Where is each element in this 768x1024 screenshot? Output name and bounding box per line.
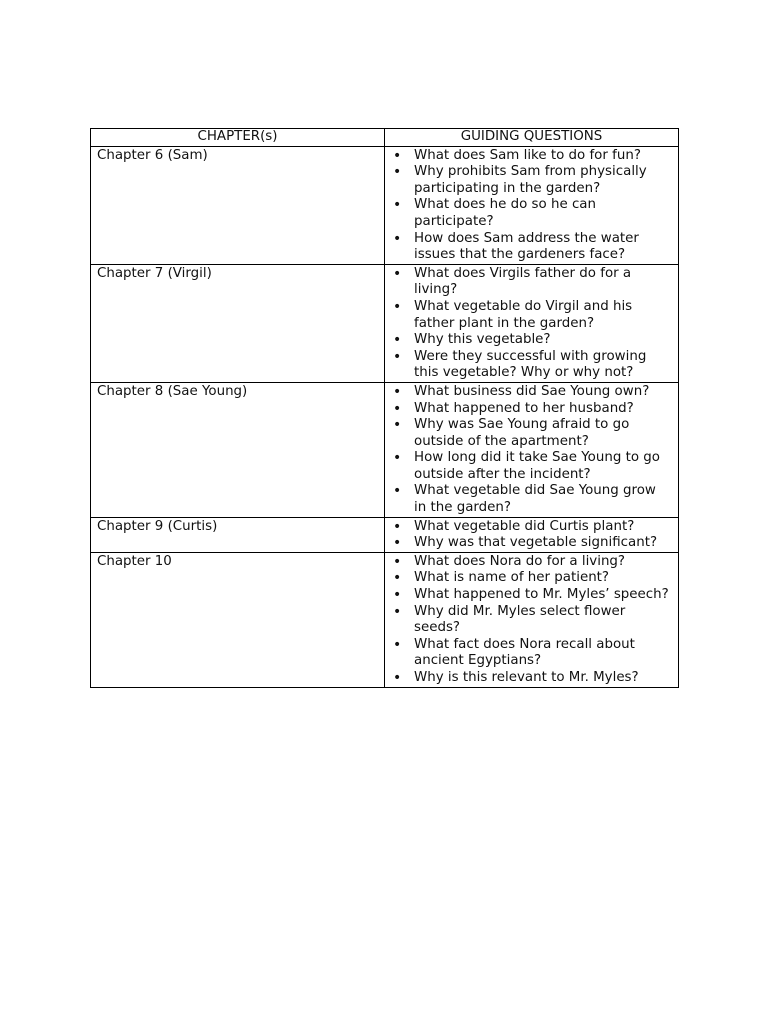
question-item: • What happened to her husband? <box>389 401 672 418</box>
question-item: • What does Nora do for a living? <box>389 554 672 571</box>
question-item: • What does Sam like to do for fun? <box>389 148 672 165</box>
question-list <box>389 384 672 517</box>
chapter-cell: Chapter 10 <box>91 552 385 687</box>
chapter-cell: Chapter 6 (Sam) <box>91 146 385 264</box>
question-item: • What is name of her patient? <box>389 570 672 587</box>
question-item: • What does Virgils father do for a living? <box>389 266 672 299</box>
question-item: • Why was Sae Young afraid to go outside of the apartment? <box>389 417 672 450</box>
question-item: • What does he do so he can participate? <box>389 197 672 230</box>
question-item: • What vegetable did Sae Young grow in the garden? <box>389 483 672 516</box>
header-chapters: CHAPTER(s) <box>91 129 385 147</box>
question-item: • What business did Sae Young own? <box>389 384 672 401</box>
table-row <box>91 552 679 687</box>
question-item: • Why was that vegetable significant? <box>389 535 672 552</box>
chapter-cell: Chapter 8 (Sae Young) <box>91 382 385 517</box>
table-row <box>91 264 679 382</box>
questions-cell <box>385 552 679 687</box>
question-item: • How does Sam address the water issues that the gardeners face? <box>389 231 672 264</box>
questions-cell <box>385 264 679 382</box>
question-item: • Why is this relevant to Mr. Myles? <box>389 670 672 687</box>
question-item: • What fact does Nora recall about ancient Egyptians? <box>389 637 672 670</box>
table-header-row <box>91 129 679 147</box>
question-list <box>389 266 672 382</box>
questions-cell <box>385 146 679 264</box>
question-item: • Why this vegetable? <box>389 332 672 349</box>
question-item: • What vegetable do Virgil and his father plant in the garden? <box>389 299 672 332</box>
question-list <box>389 554 672 687</box>
guiding-questions-table <box>90 128 679 688</box>
question-item: • Why prohibits Sam from physically participating in the garden? <box>389 164 672 197</box>
question-item: • What vegetable did Curtis plant? <box>389 519 672 536</box>
chapter-cell: Chapter 7 (Virgil) <box>91 264 385 382</box>
chapter-cell: Chapter 9 (Curtis) <box>91 517 385 552</box>
questions-cell <box>385 382 679 517</box>
table-row <box>91 146 679 264</box>
questions-cell <box>385 517 679 552</box>
question-item: • Were they successful with growing this vegetable? Why or why not? <box>389 349 672 382</box>
question-list <box>389 148 672 264</box>
table-row <box>91 517 679 552</box>
question-list <box>389 519 672 552</box>
question-item: • How long did it take Sae Young to go outside after the incident? <box>389 450 672 483</box>
question-item: • What happened to Mr. Myles’ speech? <box>389 587 672 604</box>
table-row <box>91 382 679 517</box>
header-guiding-questions: GUIDING QUESTIONS <box>385 129 679 147</box>
question-item: • Why did Mr. Myles select flower seeds? <box>389 604 672 637</box>
